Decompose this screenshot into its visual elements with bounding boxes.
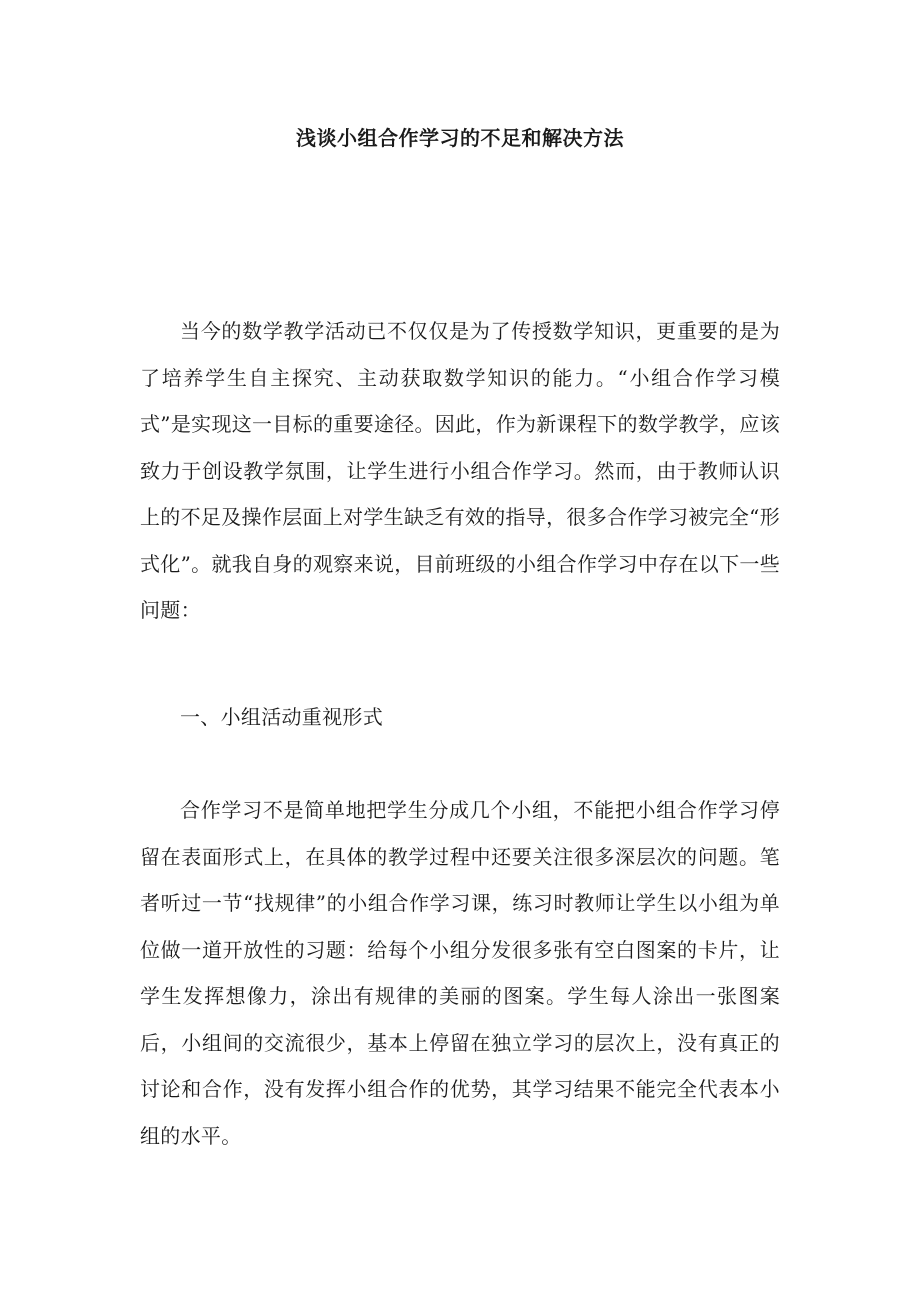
section-heading-1: 一、小组活动重视形式: [180, 705, 383, 729]
document-title: 浅谈小组合作学习的不足和解决方法: [296, 126, 624, 150]
intro-paragraph: 当今的数学教学活动已不仅仅是为了传授数学知识，更重要的是为了培养学生自主探究、主动获取数学知识的能力。“小组合作学习模式”是实现这一目标的重要途径。因此，作为新课程下的数学教学，应该致力于创设教学氛围，让学生进行小组合作学习。然而，由于教师认识上的不足及操作层面上对学生缺乏有效的指导，很多合作学习被完全“形式化”。就我自身的观察来说，目前班级的小组合作学习中存在以下一些问题：: [140, 319, 780, 622]
section-1-paragraph: 合作学习不是简单地把学生分成几个小组，不能把小组合作学习停留在表面形式上，在具体的教学过程中还要关注很多深层次的问题。笔者听过一节“找规律”的小组合作学习课，练习时教师让学生以小组为单位做一道开放性的习题：给每个小组分发很多张有空白图案的卡片，让学生发挥想像力，涂出有规律的美丽的图案。学生每人涂出一张图案后，小组间的交流很少，基本上停留在独立学习的层次上，没有真正的讨论和合作，没有发挥小组合作的优势，其学习结果不能完全代表本小组的水平。: [140, 798, 780, 1148]
